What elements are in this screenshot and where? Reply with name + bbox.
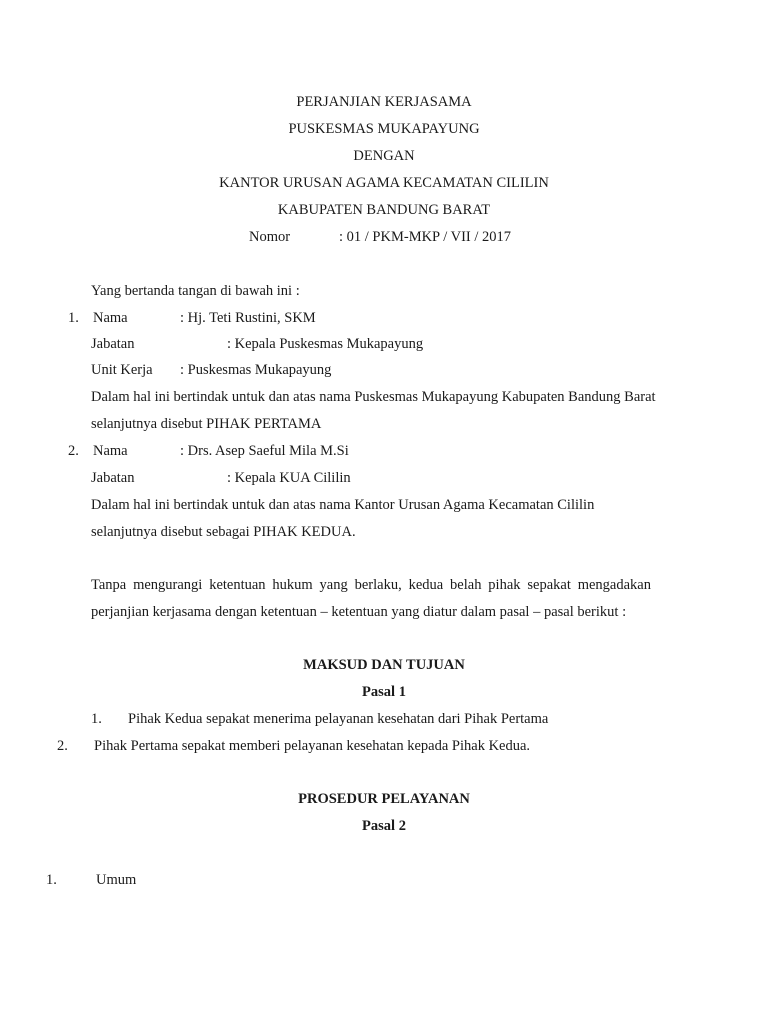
party2-jabatan-value: : Kepala KUA Cililin — [227, 470, 351, 486]
party2-desc-line-1: Dalam hal ini bertindak untuk dan atas nama Kantor Urusan Agama Kecamatan Cililin — [91, 497, 595, 513]
section2-heading: PROSEDUR PELAYANAN — [298, 791, 470, 807]
party1-nama-label: Nama — [93, 310, 128, 326]
party1-unit-value: : Puskesmas Mukapayung — [180, 362, 332, 378]
party1-desc-line-2: selanjutnya disebut PIHAK PERTAMA — [91, 416, 322, 432]
party1-jabatan-label: Jabatan — [91, 336, 135, 352]
section1-item-2-text: Pihak Pertama sepakat memberi pelayanan kesehatan kepada Pihak Kedua. — [94, 738, 531, 754]
section1-item-1-text: Pihak Kedua sepakat menerima pelayanan kesehatan dari Pihak Pertama — [128, 711, 549, 727]
party1-nama-value: : Hj. Teti Rustini, SKM — [180, 310, 316, 326]
section1-item-2-number: 2. — [57, 738, 68, 754]
party1-jabatan-value: : Kepala Puskesmas Mukapayung — [227, 336, 424, 352]
party2-number: 2. — [68, 443, 79, 459]
party2-jabatan-label: Jabatan — [91, 470, 135, 486]
section2-item-1-text: Umum — [96, 872, 137, 888]
party1-desc-line-1: Dalam hal ini bertindak untuk dan atas nama Puskesmas Mukapayung Kabupaten Bandung Barat — [91, 389, 656, 405]
party1-unit-label: Unit Kerja — [91, 362, 153, 378]
title-line-3: DENGAN — [353, 148, 415, 164]
party2-nama-label: Nama — [93, 443, 128, 459]
party1-number: 1. — [68, 310, 79, 326]
preamble-line-1: Tanpa mengurangi ketentuan hukum yang berlaku, kedua belah pihak sepakat mengadakan — [91, 577, 651, 593]
title-line-4: KANTOR URUSAN AGAMA KECAMATAN CILILIN — [219, 175, 549, 191]
nomor-value: : 01 / PKM-MKP / VII / 2017 — [339, 229, 512, 245]
intro-text: Yang bertanda tangan di bawah ini : — [91, 283, 300, 299]
title-line-2: PUSKESMAS MUKAPAYUNG — [288, 121, 480, 137]
section1-pasal: Pasal 1 — [362, 684, 406, 700]
section2-item-1-number: 1. — [46, 872, 57, 888]
party2-nama-value: : Drs. Asep Saeful Mila M.Si — [180, 443, 349, 459]
section2-pasal: Pasal 2 — [362, 818, 406, 834]
section1-heading: MAKSUD DAN TUJUAN — [303, 657, 465, 673]
title-line-5: KABUPATEN BANDUNG BARAT — [277, 202, 491, 218]
title-line-1: PERJANJIAN KERJASAMA — [296, 94, 472, 110]
party2-desc-line-2: selanjutnya disebut sebagai PIHAK KEDUA. — [91, 524, 356, 540]
preamble-line-2: perjanjian kerjasama dengan ketentuan – ketentuan yang diatur dalam pasal – pasal berikut : — [91, 604, 627, 620]
section1-item-1-number: 1. — [91, 711, 102, 727]
nomor-label: Nomor — [249, 229, 291, 245]
